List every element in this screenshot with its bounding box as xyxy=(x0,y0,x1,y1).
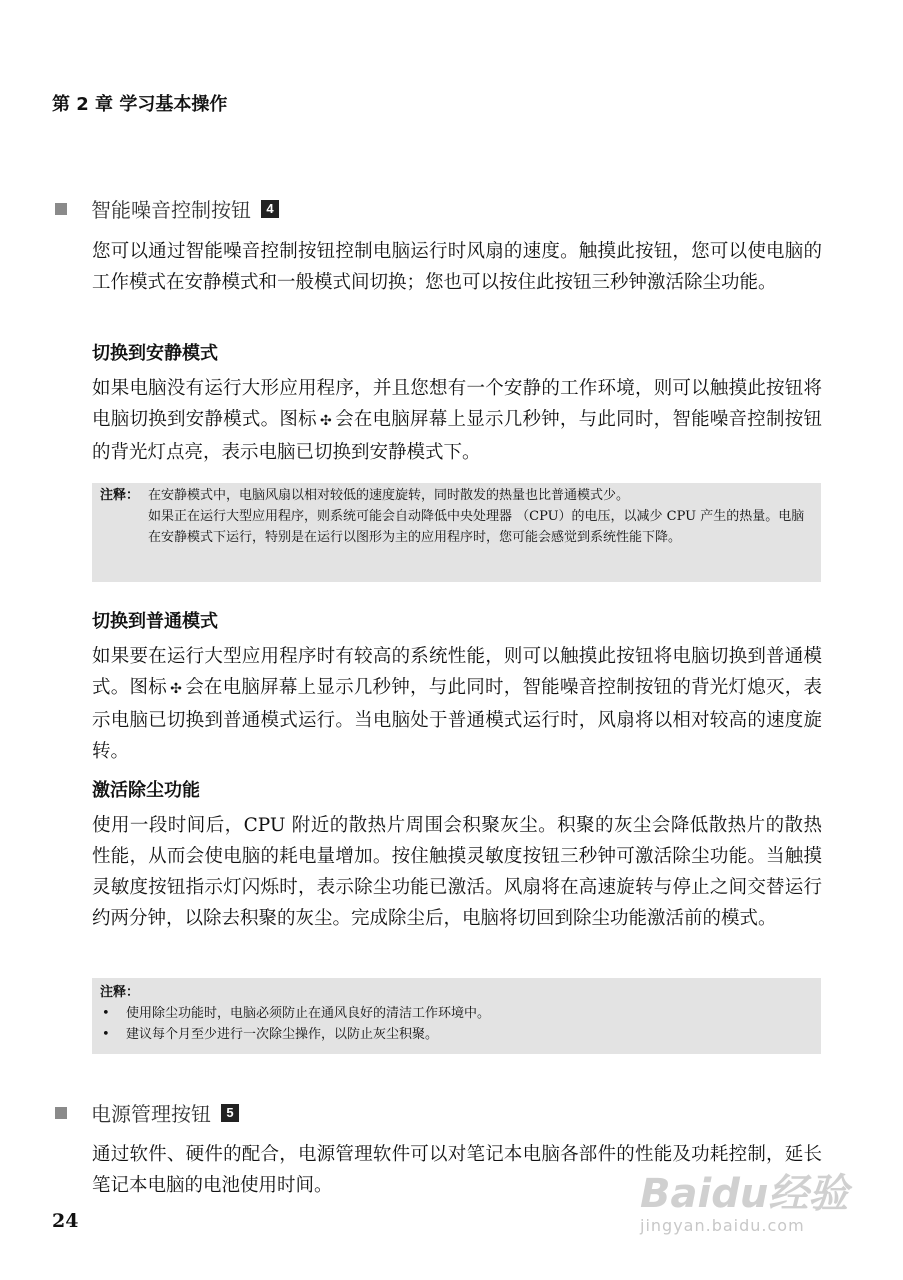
quiet-mode-heading: 切换到安静模式 xyxy=(92,343,218,364)
note-list xyxy=(100,1003,811,1045)
quiet-text-part1: 如果电脑没有运行大形应用程序，并且您想有一个安静的工作环境，则可以触摸此按钮将电脑切换到安静模式。图标 xyxy=(92,378,822,430)
watermark-url: jingyan.baidu.com xyxy=(640,1216,805,1235)
note-label: 注释： xyxy=(100,985,140,1000)
chapter-title: 第 2 章 学习基本操作 xyxy=(52,94,228,115)
quiet-mode-text xyxy=(92,373,822,468)
page-number: 24 xyxy=(52,1210,79,1232)
callout-badge: 5 xyxy=(221,1104,239,1122)
note-box-quiet xyxy=(92,483,821,582)
note-line: 在安静模式中，电脑风扇以相对较低的速度旋转，同时散发的热量也比普通模式少。 xyxy=(148,488,630,503)
normal-text-part1: 如果要在运行大型应用程序时有较高的系统性能，则可以触摸此按钮将电脑切换到普通模式。图标 xyxy=(92,646,822,698)
normal-text-part2: 会在电脑屏幕上显示几秒钟，与此同时，智能噪音控制按钮的背光灯熄灭，表示电脑已切换到普通模式运行。当电脑处于普通模式运行时，风扇将以相对较高的速度旋转。 xyxy=(92,677,822,762)
square-bullet-icon xyxy=(55,1107,67,1119)
section-heading-power-management xyxy=(55,1098,239,1127)
note-list-item: • 建议每个月至少进行一次除尘操作，以防止灰尘积聚。 xyxy=(100,1024,811,1045)
watermark-logo: Baidu经验 xyxy=(640,1171,849,1217)
note-list-item: • 使用除尘功能时，电脑必须防止在通风良好的清洁工作环境中。 xyxy=(100,1003,811,1024)
dust-removal-text: 使用一段时间后，CPU 附近的散热片周围会积聚灰尘。积聚的灰尘会降低散热片的散热性能，从而会使电脑的耗电量增加。按住触摸灵敏度按钮三秒钟可激活除尘功能。当触摸灵敏度按钮指示灯闪烁时，表示除尘功能已激活。风扇将在高速旋转与停止之间交替运行约两分钟，以除去积聚的灰尘。完成除尘后，电脑将切回到除尘功能激活前的模式。 xyxy=(92,815,822,929)
normal-mode-text xyxy=(92,641,822,767)
quiet-text-part2: 会在电脑屏幕上显示几秒钟，与此同时，智能噪音控制按钮的背光灯点亮，表示电脑已切换到安静模式下。 xyxy=(92,409,822,463)
note-label: 注释： xyxy=(100,488,140,503)
callout-badge: 4 xyxy=(261,200,279,218)
section1-intro: 您可以通过智能噪音控制按钮控制电脑运行时风扇的速度。触摸此按钮，您可以使电脑的工作模式在安静模式和一般模式间切换；您也可以按住此按钮三秒钟激活除尘功能。 xyxy=(92,241,822,293)
note-line: 如果正在运行大型应用程序，则系统可能会自动降低中央处理器 （CPU）的电压，以减少 CPU 产生的热量。电脑在安静模式下运行，特别是在运行以图形为主的应用程序时，您可能会感觉到系统性能下降。 xyxy=(148,509,805,545)
fan-icon: ✣ xyxy=(170,681,182,697)
section-title: 智能噪音控制按钮 xyxy=(91,198,251,222)
section-heading-noise-control xyxy=(55,194,279,223)
fan-icon: ✣ xyxy=(319,413,332,429)
section-title: 电源管理按钮 xyxy=(91,1102,211,1126)
section2-intro: 通过软件、硬件的配合，电源管理软件可以对笔记本电脑各部件的性能及功耗控制，延长笔记本电脑的电池使用时间。 xyxy=(92,1144,822,1196)
note-box-dust xyxy=(92,978,821,1054)
normal-mode-heading: 切换到普通模式 xyxy=(92,611,218,632)
square-bullet-icon xyxy=(55,203,67,215)
dust-removal-heading: 激活除尘功能 xyxy=(92,780,200,801)
